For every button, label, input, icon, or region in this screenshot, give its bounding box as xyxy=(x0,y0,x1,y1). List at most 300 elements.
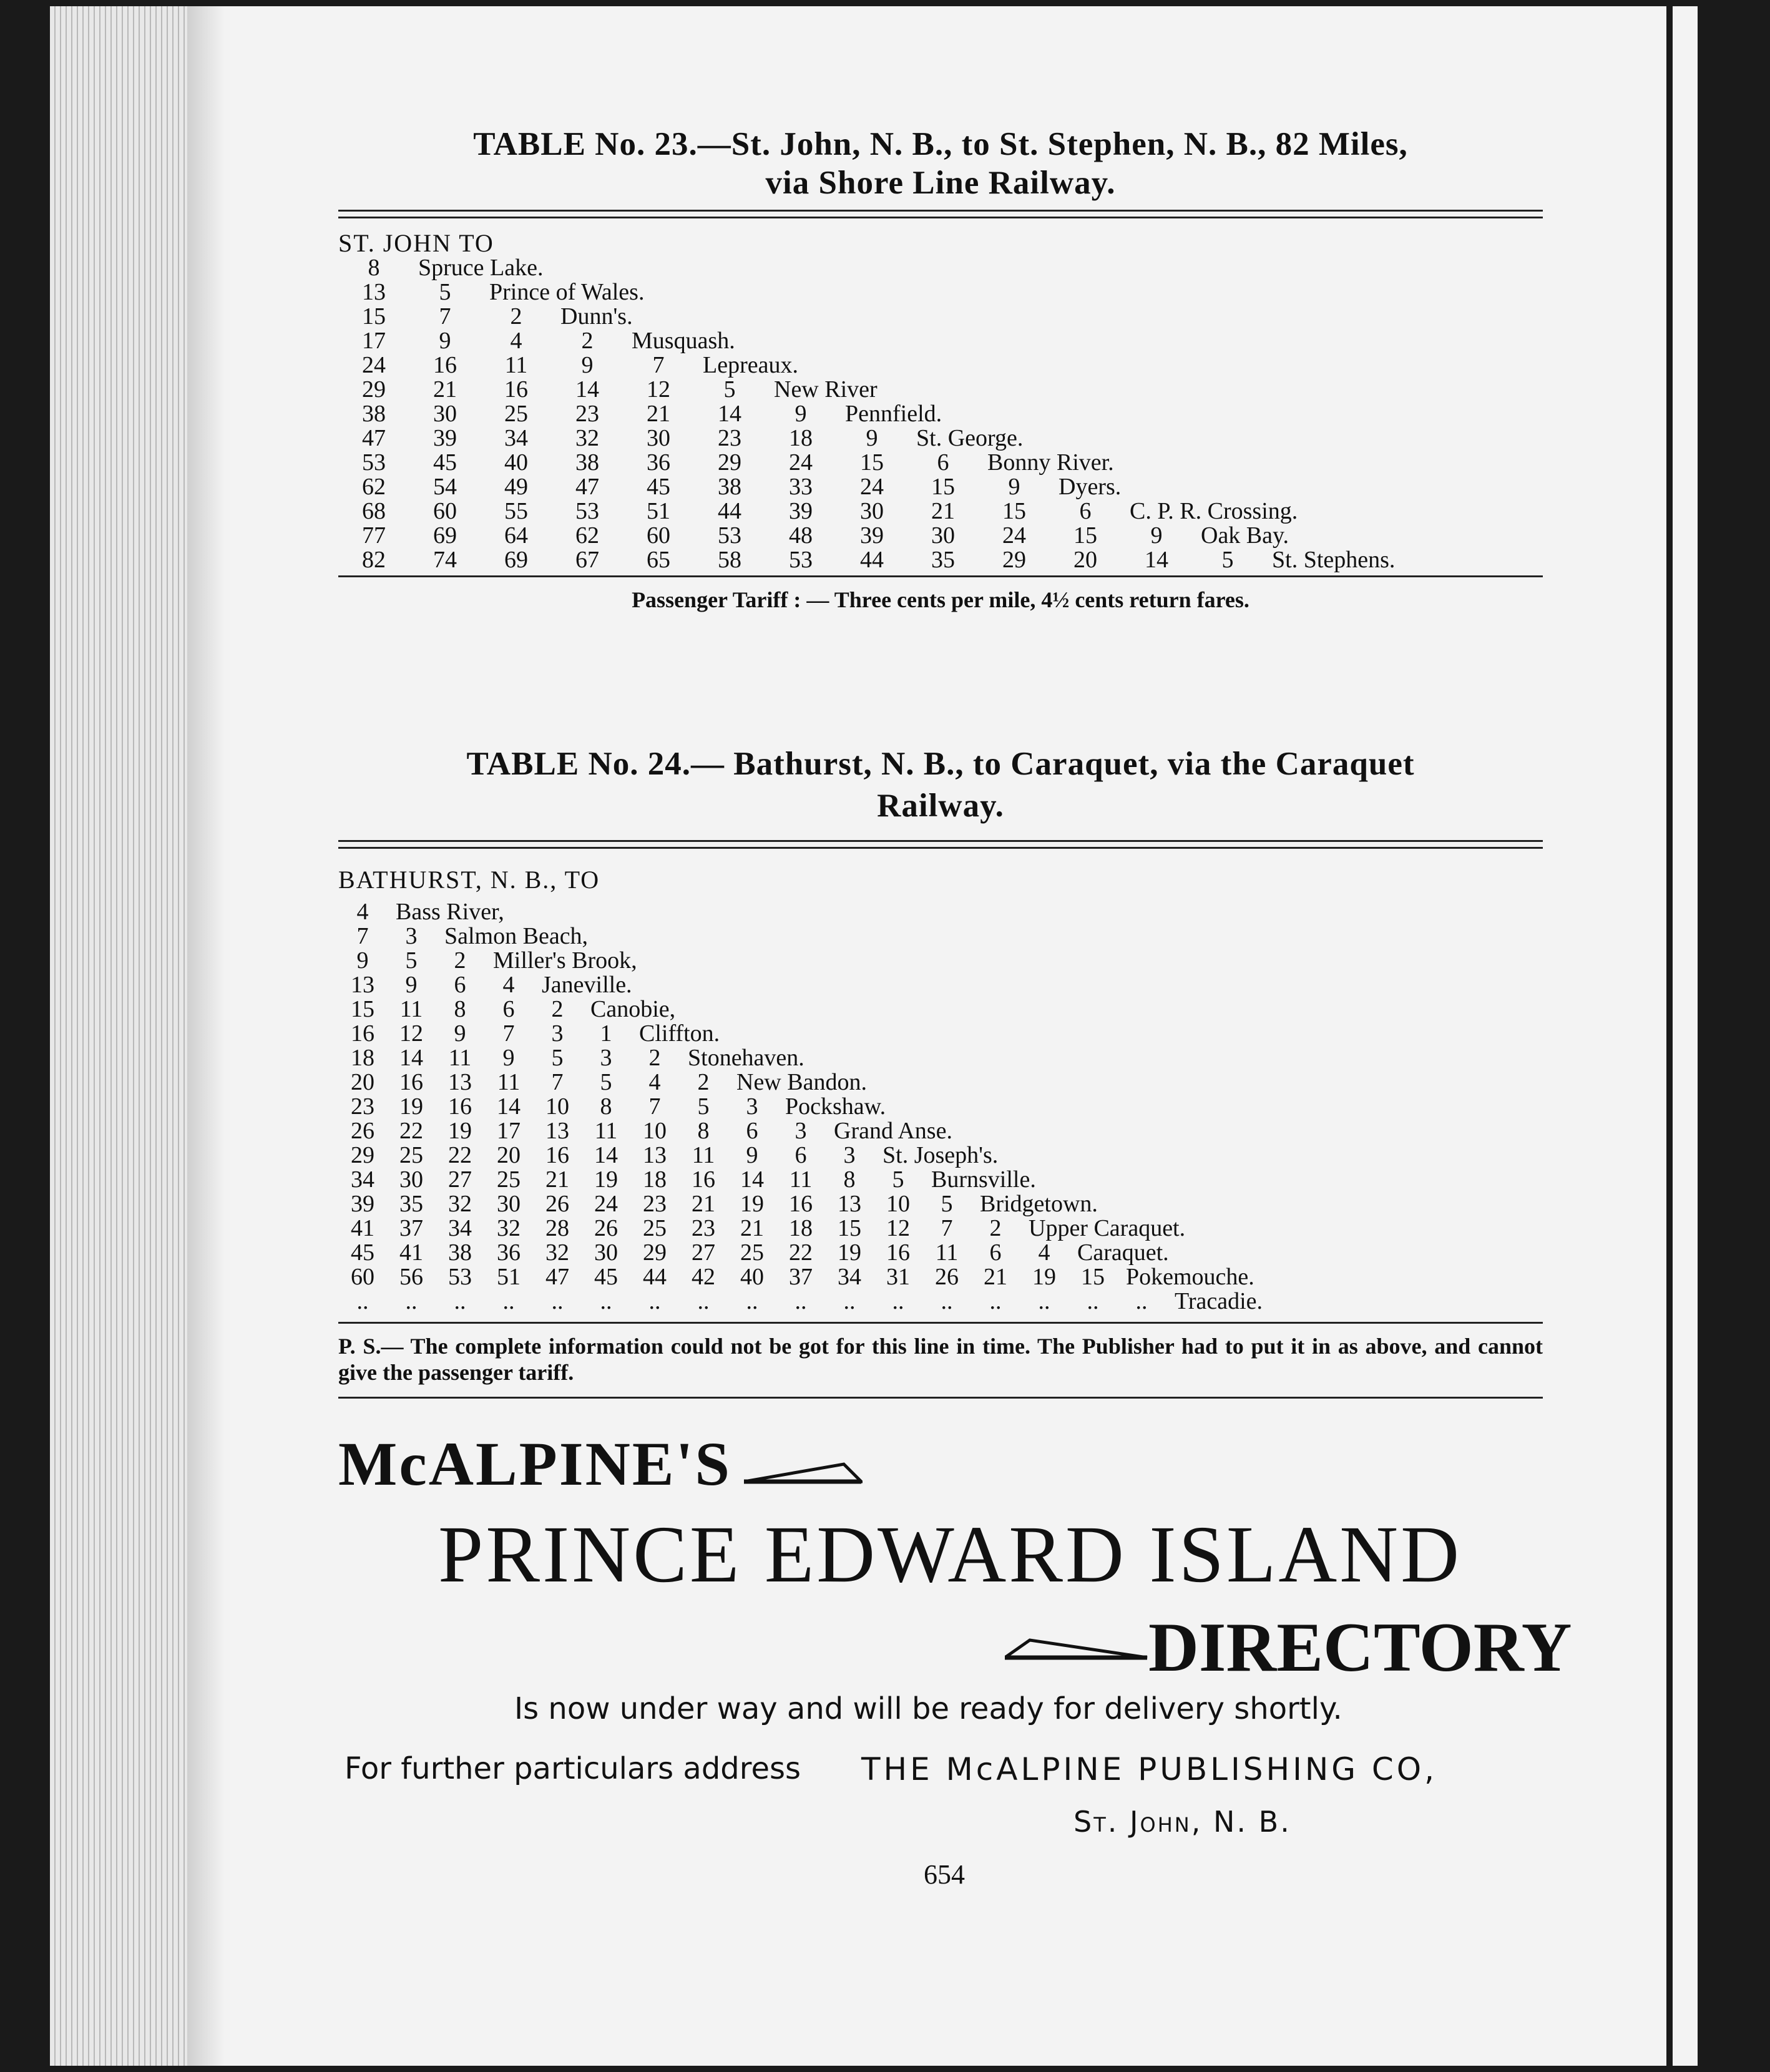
distance-cell: 22 xyxy=(448,1142,472,1168)
distance-cell: 21 xyxy=(692,1191,715,1217)
distance-cell: 23 xyxy=(643,1191,667,1217)
distance-cell: 19 xyxy=(740,1191,764,1217)
distance-cell: 74 xyxy=(433,547,457,573)
book-page-edges xyxy=(50,6,206,2066)
distance-cell: 67 xyxy=(575,547,599,573)
station-name: Lepreaux. xyxy=(703,352,798,378)
distance-cell: 41 xyxy=(399,1239,423,1266)
distance-cell: 44 xyxy=(643,1264,667,1290)
distance-cell: 15 xyxy=(860,449,884,476)
distance-cell: 13 xyxy=(643,1142,667,1168)
distance-cell: 60 xyxy=(647,522,670,549)
distance-cell: .. xyxy=(843,1288,856,1314)
distance-cell: 2 xyxy=(581,328,594,354)
distance-cell: 8 xyxy=(600,1093,612,1120)
distance-cell: 33 xyxy=(789,474,813,500)
distance-cell: 6 xyxy=(1079,498,1092,524)
table23-top-rule xyxy=(338,210,1543,218)
distance-cell: 29 xyxy=(718,449,741,476)
distance-cell: 14 xyxy=(497,1093,521,1120)
distance-cell: 30 xyxy=(647,425,670,451)
distance-cell: 5 xyxy=(892,1166,904,1193)
distance-cell: 21 xyxy=(433,376,457,403)
distance-cell: 9 xyxy=(502,1045,515,1071)
distance-cell: 5 xyxy=(600,1069,612,1095)
distance-cell: 45 xyxy=(433,449,457,476)
distance-cell: 58 xyxy=(718,547,741,573)
distance-cell: 51 xyxy=(497,1264,521,1290)
distance-cell: 13 xyxy=(838,1191,861,1217)
distance-cell: 22 xyxy=(399,1118,423,1144)
distance-cell: 38 xyxy=(362,401,386,427)
distance-cell: 5 xyxy=(941,1191,953,1217)
distance-cell: 60 xyxy=(433,498,457,524)
distance-cell: 14 xyxy=(594,1142,618,1168)
distance-cell: 30 xyxy=(399,1166,423,1193)
station-name: New River xyxy=(774,376,878,403)
distance-cell: 36 xyxy=(497,1239,521,1266)
distance-cell: 11 xyxy=(594,1118,618,1144)
distance-cell: 45 xyxy=(351,1239,374,1266)
distance-cell: .. xyxy=(648,1288,661,1314)
distance-cell: 60 xyxy=(351,1264,374,1290)
distance-cell: 11 xyxy=(692,1142,715,1168)
distance-cell: 5 xyxy=(439,279,451,305)
distance-cell: 19 xyxy=(594,1166,618,1193)
distance-cell: 25 xyxy=(643,1215,667,1241)
table-row xyxy=(338,329,1395,353)
distance-cell: 38 xyxy=(448,1239,472,1266)
station-name: Tracadie. xyxy=(1175,1288,1263,1314)
distance-cell: 5 xyxy=(1221,547,1234,573)
distance-cell: 27 xyxy=(692,1239,715,1266)
table-row xyxy=(338,1265,1263,1289)
distance-cell: 1 xyxy=(600,1020,612,1047)
distance-cell: 6 xyxy=(937,449,949,476)
distance-cell: 9 xyxy=(746,1142,758,1168)
table24-top-rule xyxy=(338,840,1543,849)
station-name: Pennfield. xyxy=(845,401,942,427)
distance-cell: 18 xyxy=(789,1215,813,1241)
distance-cell: 44 xyxy=(860,547,884,573)
distance-cell: 9 xyxy=(581,352,594,378)
table-row xyxy=(338,1119,1263,1143)
distance-cell: 29 xyxy=(1002,547,1026,573)
distance-cell: 18 xyxy=(643,1166,667,1193)
advert-mcalpines: McALPINE'S xyxy=(338,1429,731,1498)
table-row xyxy=(338,900,1263,924)
distance-cell: 82 xyxy=(362,547,386,573)
table-row xyxy=(338,1216,1263,1241)
distance-cell: 17 xyxy=(497,1118,521,1144)
distance-cell: 9 xyxy=(405,972,418,998)
distance-cell: 15 xyxy=(1081,1264,1105,1290)
distance-cell: 25 xyxy=(497,1166,521,1193)
advert-particulars: For further particulars address xyxy=(345,1751,801,1786)
distance-cell: 24 xyxy=(789,449,813,476)
distance-cell: 30 xyxy=(433,401,457,427)
table-row xyxy=(338,499,1395,524)
distance-cell: 26 xyxy=(545,1191,569,1217)
distance-cell: 12 xyxy=(886,1215,910,1241)
distance-cell: 20 xyxy=(1073,547,1097,573)
station-name: St. Stephens. xyxy=(1272,547,1396,573)
station-name: Dyers. xyxy=(1059,474,1122,500)
distance-cell: 47 xyxy=(575,474,599,500)
distance-cell: 23 xyxy=(692,1215,715,1241)
table-row xyxy=(338,1241,1263,1265)
distance-cell: 16 xyxy=(448,1093,472,1120)
station-name: Salmon Beach, xyxy=(444,923,589,949)
distance-cell: 14 xyxy=(575,376,599,403)
distance-cell: 53 xyxy=(789,547,813,573)
distance-cell: 48 xyxy=(789,522,813,549)
station-name: Caraquet. xyxy=(1077,1239,1169,1266)
distance-cell: 8 xyxy=(697,1118,710,1144)
right-page-edge xyxy=(1673,6,1698,2066)
distance-cell: 14 xyxy=(740,1166,764,1193)
distance-cell: 5 xyxy=(551,1045,564,1071)
advert-top-rule xyxy=(338,1397,1543,1399)
table-row xyxy=(338,1046,1263,1070)
distance-cell: 29 xyxy=(362,376,386,403)
distance-cell: 27 xyxy=(448,1166,472,1193)
distance-cell: 18 xyxy=(789,425,813,451)
distance-cell: 16 xyxy=(504,376,528,403)
distance-cell: 24 xyxy=(860,474,884,500)
distance-cell: 40 xyxy=(504,449,528,476)
distance-cell: 12 xyxy=(399,1020,423,1047)
distance-cell: 7 xyxy=(941,1215,953,1241)
distance-cell: 23 xyxy=(718,425,741,451)
distance-cell: .. xyxy=(1087,1288,1099,1314)
distance-cell: 16 xyxy=(399,1069,423,1095)
distance-cell: 39 xyxy=(860,522,884,549)
station-name: St. Joseph's. xyxy=(883,1142,999,1168)
distance-cell: 15 xyxy=(1002,498,1026,524)
station-name: Janeville. xyxy=(542,972,632,998)
distance-cell: 14 xyxy=(1145,547,1168,573)
distance-cell: 22 xyxy=(789,1239,813,1266)
distance-cell: 6 xyxy=(795,1142,807,1168)
distance-cell: 15 xyxy=(1073,522,1097,549)
distance-cell: 77 xyxy=(362,522,386,549)
distance-cell: 19 xyxy=(399,1093,423,1120)
distance-cell: 19 xyxy=(1032,1264,1056,1290)
distance-cell: 16 xyxy=(351,1020,374,1047)
distance-cell: 25 xyxy=(504,401,528,427)
distance-cell: 6 xyxy=(989,1239,1002,1266)
distance-cell: .. xyxy=(1135,1288,1148,1314)
distance-cell: 24 xyxy=(1002,522,1026,549)
table-row xyxy=(338,305,1395,329)
advert-pei: PRINCE EDWARD ISLAND xyxy=(438,1510,1462,1600)
distance-cell: 26 xyxy=(594,1215,618,1241)
distance-cell: 30 xyxy=(860,498,884,524)
distance-cell: 65 xyxy=(647,547,670,573)
station-name: New Bandon. xyxy=(736,1069,867,1095)
table-row xyxy=(338,402,1395,426)
distance-cell: 55 xyxy=(504,498,528,524)
distance-cell: 9 xyxy=(454,1020,466,1047)
table-row xyxy=(338,1022,1263,1046)
distance-cell: 11 xyxy=(448,1045,472,1071)
table-row xyxy=(338,378,1395,402)
table-row xyxy=(338,1095,1263,1119)
distance-cell: 7 xyxy=(439,303,451,330)
book-page xyxy=(187,6,1666,2066)
distance-cell: 32 xyxy=(448,1191,472,1217)
distance-cell: 16 xyxy=(789,1191,813,1217)
distance-cell: 6 xyxy=(746,1118,758,1144)
station-name: Bass River, xyxy=(396,899,504,925)
distance-cell: 45 xyxy=(594,1264,618,1290)
distance-cell: 11 xyxy=(789,1166,813,1193)
station-name: Bridgetown. xyxy=(980,1191,1098,1217)
distance-cell: 10 xyxy=(545,1093,569,1120)
distance-cell: 17 xyxy=(362,328,386,354)
distance-cell: .. xyxy=(989,1288,1002,1314)
table-row xyxy=(338,1168,1263,1192)
station-name: Miller's Brook, xyxy=(493,947,637,974)
station-name: C. P. R. Crossing. xyxy=(1130,498,1298,524)
distance-cell: 36 xyxy=(647,449,670,476)
table-row xyxy=(338,451,1395,475)
distance-cell: 24 xyxy=(362,352,386,378)
distance-cell: 9 xyxy=(356,947,369,974)
table24-ps-note: P. S.— The complete information could not be got for this line in time. The Publisher had to put it in as above, and cannot give the passenger tariff. xyxy=(338,1334,1543,1385)
distance-cell: 37 xyxy=(399,1215,423,1241)
distance-cell: 3 xyxy=(405,923,418,949)
station-name: St. George. xyxy=(916,425,1024,451)
table24-header: BATHURST, N. B., TO xyxy=(338,866,600,894)
distance-cell: 21 xyxy=(647,401,670,427)
table-row xyxy=(338,997,1263,1022)
distance-cell: 20 xyxy=(351,1069,374,1095)
distance-cell: 28 xyxy=(545,1215,569,1241)
distance-cell: 53 xyxy=(448,1264,472,1290)
distance-cell: .. xyxy=(697,1288,710,1314)
advert-directory: DIRECTORY xyxy=(1148,1609,1572,1686)
distance-cell: .. xyxy=(405,1288,418,1314)
wedge-ornament-left xyxy=(1005,1634,1148,1661)
distance-cell: 29 xyxy=(643,1239,667,1266)
station-name: Dunn's. xyxy=(560,303,633,330)
distance-cell: 45 xyxy=(647,474,670,500)
advert-publisher: THE McALPINE PUBLISHING CO, xyxy=(861,1751,1438,1787)
distance-cell: 7 xyxy=(551,1069,564,1095)
distance-cell: 47 xyxy=(362,425,386,451)
table-row xyxy=(338,548,1395,572)
distance-cell: 13 xyxy=(448,1069,472,1095)
distance-cell: 4 xyxy=(502,972,515,998)
distance-cell: 26 xyxy=(935,1264,959,1290)
distance-cell: 21 xyxy=(984,1264,1007,1290)
station-name: Canobie, xyxy=(590,996,676,1022)
distance-cell: 30 xyxy=(497,1191,521,1217)
table-row xyxy=(338,524,1395,548)
distance-cell: 2 xyxy=(648,1045,661,1071)
distance-cell: 8 xyxy=(454,996,466,1022)
distance-cell: 4 xyxy=(356,899,369,925)
distance-cell: 21 xyxy=(545,1166,569,1193)
distance-cell: 53 xyxy=(575,498,599,524)
distance-cell: 5 xyxy=(697,1093,710,1120)
distance-cell: 30 xyxy=(931,522,955,549)
table23-title-line1: TABLE No. 23.—St. John, N. B., to St. Stephen, N. B., 82 Miles, xyxy=(473,126,1408,162)
distance-cell: 14 xyxy=(718,401,741,427)
distance-cell: 34 xyxy=(351,1166,374,1193)
table-row xyxy=(338,353,1395,378)
distance-cell: 40 xyxy=(740,1264,764,1290)
distance-cell: 2 xyxy=(510,303,522,330)
distance-cell: .. xyxy=(746,1288,758,1314)
distance-cell: 11 xyxy=(504,352,528,378)
station-name: Burnsville. xyxy=(931,1166,1036,1193)
distance-cell: 9 xyxy=(439,328,451,354)
table24-bottom-rule xyxy=(338,1322,1543,1324)
distance-cell: 14 xyxy=(399,1045,423,1071)
station-name: Grand Anse. xyxy=(834,1118,952,1144)
distance-cell: 7 xyxy=(648,1093,661,1120)
distance-cell: 10 xyxy=(886,1191,910,1217)
distance-cell: 16 xyxy=(886,1239,910,1266)
distance-cell: 2 xyxy=(697,1069,710,1095)
station-name: Prince of Wales. xyxy=(489,279,645,305)
distance-cell: 4 xyxy=(510,328,522,354)
distance-cell: 7 xyxy=(356,923,369,949)
distance-cell: 19 xyxy=(838,1239,861,1266)
table-row xyxy=(338,949,1263,973)
distance-cell: .. xyxy=(941,1288,953,1314)
distance-cell: 6 xyxy=(454,972,466,998)
distance-cell: .. xyxy=(356,1288,369,1314)
distance-cell: 32 xyxy=(545,1239,569,1266)
distance-cell: 18 xyxy=(351,1045,374,1071)
distance-cell: 16 xyxy=(692,1166,715,1193)
distance-cell: 26 xyxy=(351,1118,374,1144)
distance-cell: 51 xyxy=(647,498,670,524)
distance-cell: 35 xyxy=(399,1191,423,1217)
distance-cell: 4 xyxy=(1038,1239,1050,1266)
distance-cell: 5 xyxy=(405,947,418,974)
distance-cell: 39 xyxy=(351,1191,374,1217)
distance-cell: 7 xyxy=(502,1020,515,1047)
distance-cell: 23 xyxy=(351,1093,374,1120)
distance-cell: 11 xyxy=(399,996,423,1022)
distance-cell: 8 xyxy=(368,255,380,281)
table-row xyxy=(338,426,1395,451)
distance-cell: 29 xyxy=(351,1142,374,1168)
table24-distance-table xyxy=(338,900,1263,1314)
station-name: Pokemouche. xyxy=(1126,1264,1254,1290)
table24-title-line1: TABLE No. 24.— Bathurst, N. B., to Caraquet, via the Caraquet xyxy=(466,746,1415,782)
station-name: Bonny River. xyxy=(987,449,1114,476)
distance-cell: 9 xyxy=(866,425,878,451)
spine-shadow xyxy=(187,6,225,2066)
distance-cell: .. xyxy=(1038,1288,1050,1314)
distance-cell: 2 xyxy=(454,947,466,974)
distance-cell: 13 xyxy=(351,972,374,998)
distance-cell: 13 xyxy=(545,1118,569,1144)
distance-cell: 69 xyxy=(433,522,457,549)
distance-cell: 49 xyxy=(504,474,528,500)
distance-cell: 7 xyxy=(652,352,665,378)
distance-cell: 41 xyxy=(351,1215,374,1241)
distance-cell: 3 xyxy=(795,1118,807,1144)
station-name: Spruce Lake. xyxy=(418,255,544,281)
distance-cell: 34 xyxy=(448,1215,472,1241)
distance-cell: 16 xyxy=(545,1142,569,1168)
distance-cell: 5 xyxy=(723,376,736,403)
table23-tariff: Passenger Tariff : — Three cents per mile, 4½ cents return fares. xyxy=(632,587,1249,612)
distance-cell: 38 xyxy=(718,474,741,500)
table23-title-line2: via Shore Line Railway. xyxy=(765,165,1116,201)
distance-cell: 64 xyxy=(504,522,528,549)
table-row xyxy=(338,1143,1263,1168)
distance-cell: 34 xyxy=(504,425,528,451)
distance-cell: 15 xyxy=(362,303,386,330)
distance-cell: .. xyxy=(795,1288,807,1314)
table-row xyxy=(338,1192,1263,1216)
distance-cell: 16 xyxy=(433,352,457,378)
distance-cell: 62 xyxy=(575,522,599,549)
distance-cell: 24 xyxy=(594,1191,618,1217)
distance-cell: 4 xyxy=(648,1069,661,1095)
distance-cell: 10 xyxy=(643,1118,667,1144)
table-row xyxy=(338,475,1395,499)
table-row xyxy=(338,973,1263,997)
distance-cell: 53 xyxy=(362,449,386,476)
distance-cell: 30 xyxy=(594,1239,618,1266)
distance-cell: 11 xyxy=(935,1239,959,1266)
distance-cell: 20 xyxy=(497,1142,521,1168)
distance-cell: 39 xyxy=(433,425,457,451)
distance-cell: 53 xyxy=(718,522,741,549)
distance-cell: 44 xyxy=(718,498,741,524)
table-row xyxy=(338,924,1263,949)
distance-cell: 23 xyxy=(575,401,599,427)
distance-cell: 21 xyxy=(740,1215,764,1241)
distance-cell: 8 xyxy=(843,1166,856,1193)
distance-cell: 25 xyxy=(740,1239,764,1266)
distance-cell: .. xyxy=(502,1288,515,1314)
table-row xyxy=(338,256,1395,280)
distance-cell: 68 xyxy=(362,498,386,524)
station-name: Stonehaven. xyxy=(688,1045,804,1071)
distance-cell: .. xyxy=(600,1288,612,1314)
distance-cell: 9 xyxy=(795,401,807,427)
table23-header: ST. JOHN TO xyxy=(338,229,494,257)
table24-title-line2: Railway. xyxy=(877,788,1004,824)
advert-address: St. John, N. B. xyxy=(1073,1805,1291,1839)
distance-cell: 39 xyxy=(789,498,813,524)
distance-cell: 6 xyxy=(502,996,515,1022)
station-name: Pockshaw. xyxy=(785,1093,886,1120)
station-name: Cliffton. xyxy=(639,1020,720,1047)
distance-cell: 11 xyxy=(497,1069,521,1095)
distance-cell: 54 xyxy=(433,474,457,500)
distance-cell: 3 xyxy=(746,1093,758,1120)
advert-tagline: Is now under way and will be ready for delivery shortly. xyxy=(514,1691,1342,1726)
distance-cell: 31 xyxy=(886,1264,910,1290)
distance-cell: 32 xyxy=(575,425,599,451)
distance-cell: 2 xyxy=(989,1215,1002,1241)
distance-cell: 15 xyxy=(838,1215,861,1241)
distance-cell: 56 xyxy=(399,1264,423,1290)
distance-cell: 12 xyxy=(647,376,670,403)
distance-cell: 19 xyxy=(448,1118,472,1144)
